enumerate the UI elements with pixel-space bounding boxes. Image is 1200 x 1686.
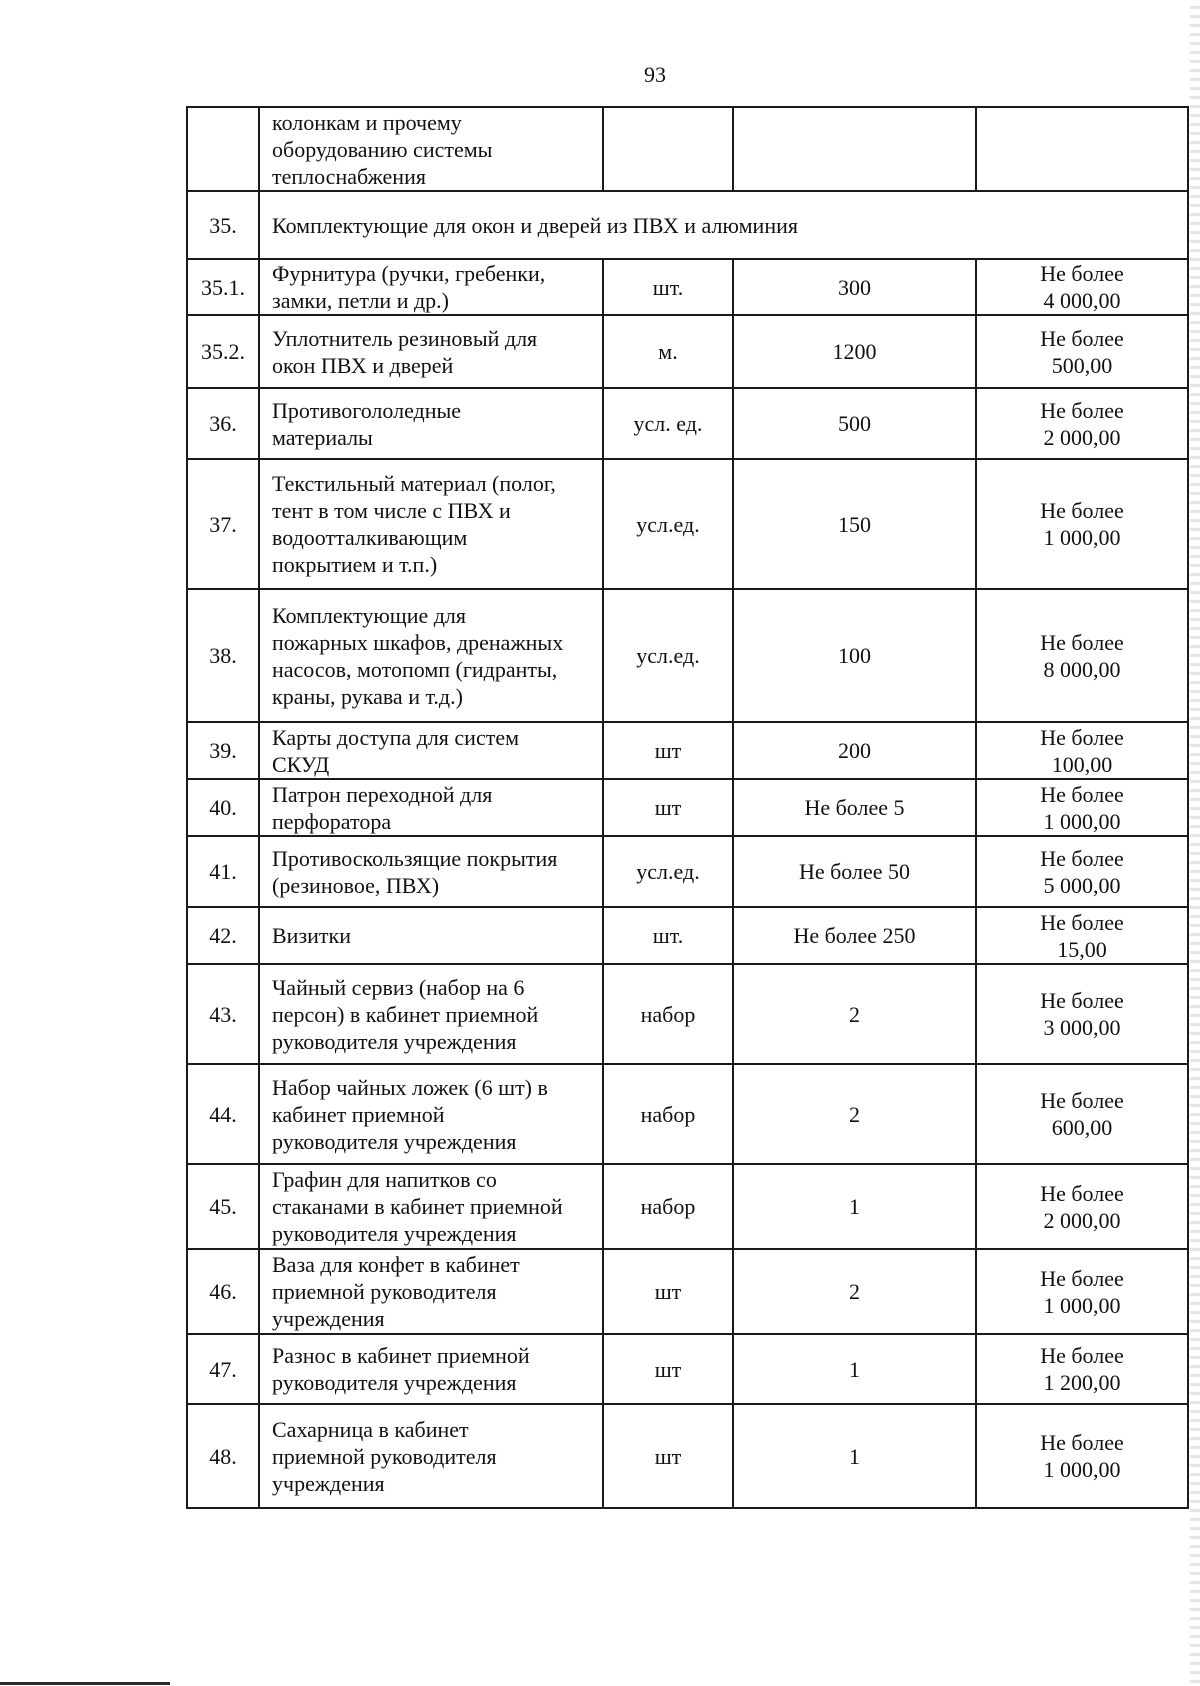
table-row: [187, 1064, 1188, 1164]
item-quantity: Не более 5: [733, 779, 976, 836]
item-unit: набор: [603, 964, 733, 1064]
item-price: Не более 5 000,00: [976, 836, 1188, 907]
item-price: Не более 1 200,00: [976, 1334, 1188, 1404]
item-price: Не более 500,00: [976, 315, 1188, 388]
row-number: [187, 107, 259, 191]
item-name: Текстильный материал (полог, тент в том числе с ПВХ и водоотталкивающим покрытием и т.п.): [259, 459, 603, 589]
table-row: [187, 1249, 1188, 1334]
item-unit: набор: [603, 1064, 733, 1164]
row-number: 45.: [187, 1164, 259, 1249]
item-unit: усл.ед.: [603, 836, 733, 907]
item-quantity: 1: [733, 1404, 976, 1508]
table-row: [187, 1164, 1188, 1249]
section-title: Комплектующие для окон и дверей из ПВХ и алюминия: [259, 191, 1188, 259]
item-price: Не более 600,00: [976, 1064, 1188, 1164]
table-row: [187, 964, 1188, 1064]
item-unit: шт.: [603, 907, 733, 964]
row-number: 43.: [187, 964, 259, 1064]
row-number: 41.: [187, 836, 259, 907]
page-number: 93: [644, 62, 666, 87]
item-price: Не более 1 000,00: [976, 1404, 1188, 1508]
item-price: Не более 1 000,00: [976, 1249, 1188, 1334]
item-quantity: 300: [733, 259, 976, 315]
item-price: Не более 2 000,00: [976, 1164, 1188, 1249]
item-quantity: 2: [733, 1249, 976, 1334]
row-number: 46.: [187, 1249, 259, 1334]
row-number: 38.: [187, 589, 259, 722]
row-number: 35.2.: [187, 315, 259, 388]
table-row: [187, 779, 1188, 836]
table-row: [187, 191, 1188, 259]
item-unit: шт: [603, 1404, 733, 1508]
table-row: [187, 459, 1188, 589]
item-name: Карты доступа для систем СКУД: [259, 722, 603, 779]
item-unit: [603, 107, 733, 191]
items-table-body: [187, 107, 1188, 1508]
item-name: Противоскользящие покрытия (резиновое, ПВХ): [259, 836, 603, 907]
scan-mark: [0, 1682, 170, 1685]
item-unit: усл.ед.: [603, 459, 733, 589]
scan-edge: [1190, 0, 1200, 1686]
item-price: Не более 1 000,00: [976, 779, 1188, 836]
item-quantity: 200: [733, 722, 976, 779]
item-name: Сахарница в кабинет приемной руководителя учреждения: [259, 1404, 603, 1508]
table-row: [187, 836, 1188, 907]
item-name: колонкам и прочему оборудованию системы теплоснабжения: [259, 107, 603, 191]
item-quantity: [733, 107, 976, 191]
table-row: [187, 388, 1188, 459]
item-quantity: Не более 250: [733, 907, 976, 964]
table-row: [187, 107, 1188, 191]
item-name: Ваза для конфет в кабинет приемной руководителя учреждения: [259, 1249, 603, 1334]
item-price: Не более 3 000,00: [976, 964, 1188, 1064]
item-price: [976, 107, 1188, 191]
row-number: 37.: [187, 459, 259, 589]
item-unit: шт.: [603, 259, 733, 315]
item-quantity: 2: [733, 964, 976, 1064]
item-name: Набор чайных ложек (6 шт) в кабинет приемной руководителя учреждения: [259, 1064, 603, 1164]
item-quantity: 500: [733, 388, 976, 459]
row-number: 47.: [187, 1334, 259, 1404]
item-name: Разнос в кабинет приемной руководителя учреждения: [259, 1334, 603, 1404]
row-number: 40.: [187, 779, 259, 836]
table-row: [187, 722, 1188, 779]
item-quantity: 1: [733, 1334, 976, 1404]
item-quantity: Не более 50: [733, 836, 976, 907]
item-name: Противогололедные материалы: [259, 388, 603, 459]
item-unit: шт: [603, 1249, 733, 1334]
table-row: [187, 907, 1188, 964]
item-unit: м.: [603, 315, 733, 388]
table-row: [187, 589, 1188, 722]
item-price: Не более 4 000,00: [976, 259, 1188, 315]
row-number: 42.: [187, 907, 259, 964]
row-number: 48.: [187, 1404, 259, 1508]
items-table: [186, 106, 1189, 1509]
row-number: 36.: [187, 388, 259, 459]
item-quantity: 100: [733, 589, 976, 722]
item-quantity: 1200: [733, 315, 976, 388]
item-name: Уплотнитель резиновый для окон ПВХ и дверей: [259, 315, 603, 388]
item-unit: шт: [603, 779, 733, 836]
item-unit: шт: [603, 722, 733, 779]
item-name: Патрон переходной для перфоратора: [259, 779, 603, 836]
item-price: Не более 2 000,00: [976, 388, 1188, 459]
table-row: [187, 1334, 1188, 1404]
item-quantity: 1: [733, 1164, 976, 1249]
item-quantity: 150: [733, 459, 976, 589]
item-price: Не более 8 000,00: [976, 589, 1188, 722]
item-name: Визитки: [259, 907, 603, 964]
table-row: [187, 315, 1188, 388]
item-price: Не более 15,00: [976, 907, 1188, 964]
table-row: [187, 259, 1188, 315]
item-name: Фурнитура (ручки, гребенки, замки, петли и др.): [259, 259, 603, 315]
item-name: Комплектующие для пожарных шкафов, дренажных насосов, мотопомп (гидранты, краны, рукава и т.д.): [259, 589, 603, 722]
item-price: Не более 1 000,00: [976, 459, 1188, 589]
item-quantity: 2: [733, 1064, 976, 1164]
row-number: 35.: [187, 191, 259, 259]
item-unit: усл. ед.: [603, 388, 733, 459]
table-row: [187, 1404, 1188, 1508]
item-name: Графин для напитков со стаканами в кабинет приемной руководителя учреждения: [259, 1164, 603, 1249]
item-price: Не более 100,00: [976, 722, 1188, 779]
item-unit: усл.ед.: [603, 589, 733, 722]
item-unit: набор: [603, 1164, 733, 1249]
item-unit: шт: [603, 1334, 733, 1404]
row-number: 39.: [187, 722, 259, 779]
row-number: 44.: [187, 1064, 259, 1164]
item-name: Чайный сервиз (набор на 6 персон) в кабинет приемной руководителя учреждения: [259, 964, 603, 1064]
row-number: 35.1.: [187, 259, 259, 315]
